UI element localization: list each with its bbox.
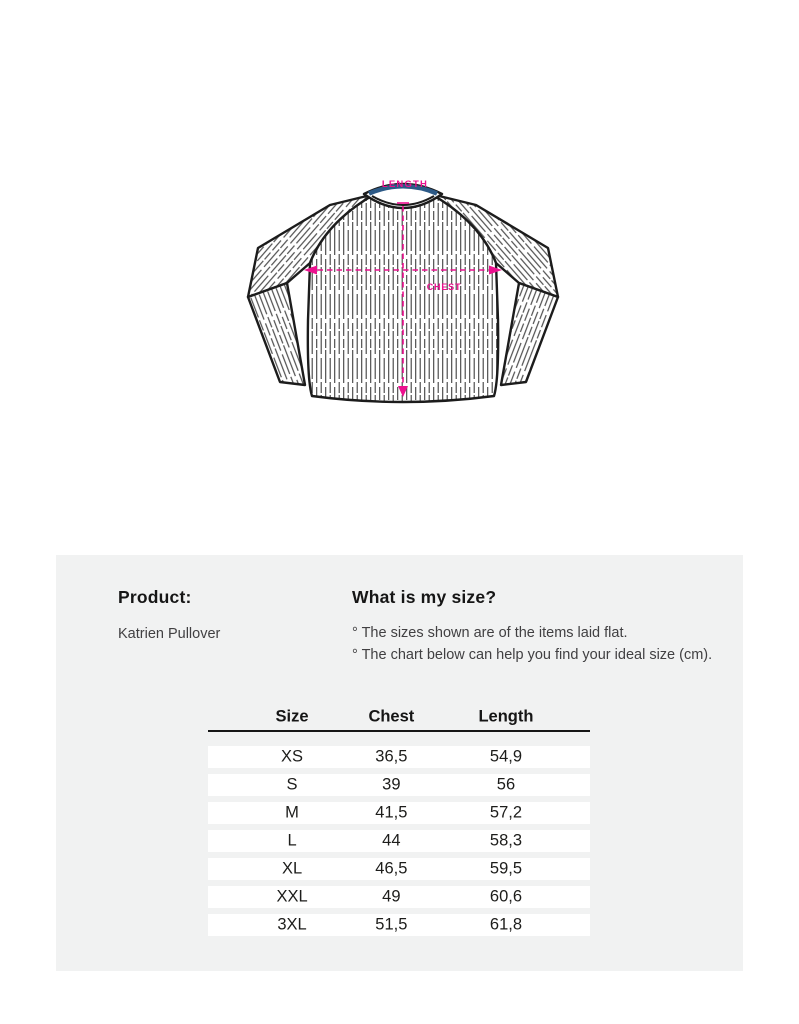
length-cell: 57,2 xyxy=(489,803,523,822)
size-cell: M xyxy=(285,803,299,822)
length-label: LENGTH xyxy=(381,179,429,190)
chest-cell: 44 xyxy=(382,831,401,850)
product-heading: Product: xyxy=(118,587,192,607)
size-cell: 3XL xyxy=(277,915,307,934)
size-info-panel xyxy=(56,555,743,971)
size-help-column xyxy=(352,586,712,666)
chest-cell: 36,5 xyxy=(375,747,408,766)
table-row xyxy=(208,886,590,908)
chest-label: CHEST xyxy=(426,282,462,292)
header-size: Size xyxy=(275,707,309,725)
chest-cell: 49 xyxy=(382,887,401,906)
garment-illustration xyxy=(238,170,568,415)
length-cell: 61,8 xyxy=(489,915,523,934)
header-length: Length xyxy=(478,707,534,725)
size-cell: L xyxy=(287,831,297,850)
table-row xyxy=(208,858,590,880)
size-note-flat: ° The sizes shown are of the items laid flat. xyxy=(352,625,628,641)
right-sleeve-forearm xyxy=(501,283,558,385)
table-row xyxy=(208,830,590,852)
size-table xyxy=(208,703,590,936)
table-row xyxy=(208,774,590,796)
length-cell: 58,3 xyxy=(489,831,523,850)
length-cell: 60,6 xyxy=(489,887,523,906)
size-cell: XS xyxy=(281,747,304,766)
table-row xyxy=(208,746,590,768)
size-cell: S xyxy=(286,775,298,794)
size-note-chart: ° The chart below can help you find your ideal size (cm). xyxy=(352,647,713,663)
chest-cell: 39 xyxy=(382,775,401,794)
size-table-header xyxy=(208,703,590,732)
length-cell: 59,5 xyxy=(489,859,523,878)
size-cell: XXL xyxy=(276,887,308,906)
left-sleeve-forearm xyxy=(248,283,305,385)
chest-cell: 51,5 xyxy=(375,915,408,934)
size-cell: XL xyxy=(281,859,303,878)
size-notes xyxy=(352,622,712,666)
size-question-heading: What is my size? xyxy=(352,587,497,607)
chest-cell: 46,5 xyxy=(375,859,408,878)
product-column xyxy=(118,586,220,644)
product-name: Katrien Pullover xyxy=(118,626,221,642)
length-cell: 56 xyxy=(496,775,516,794)
table-row xyxy=(208,914,590,936)
chest-cell: 41,5 xyxy=(375,803,408,822)
length-cell: 54,9 xyxy=(489,747,523,766)
pullover-drawing xyxy=(238,170,568,415)
table-row xyxy=(208,802,590,824)
header-chest: Chest xyxy=(368,707,415,725)
